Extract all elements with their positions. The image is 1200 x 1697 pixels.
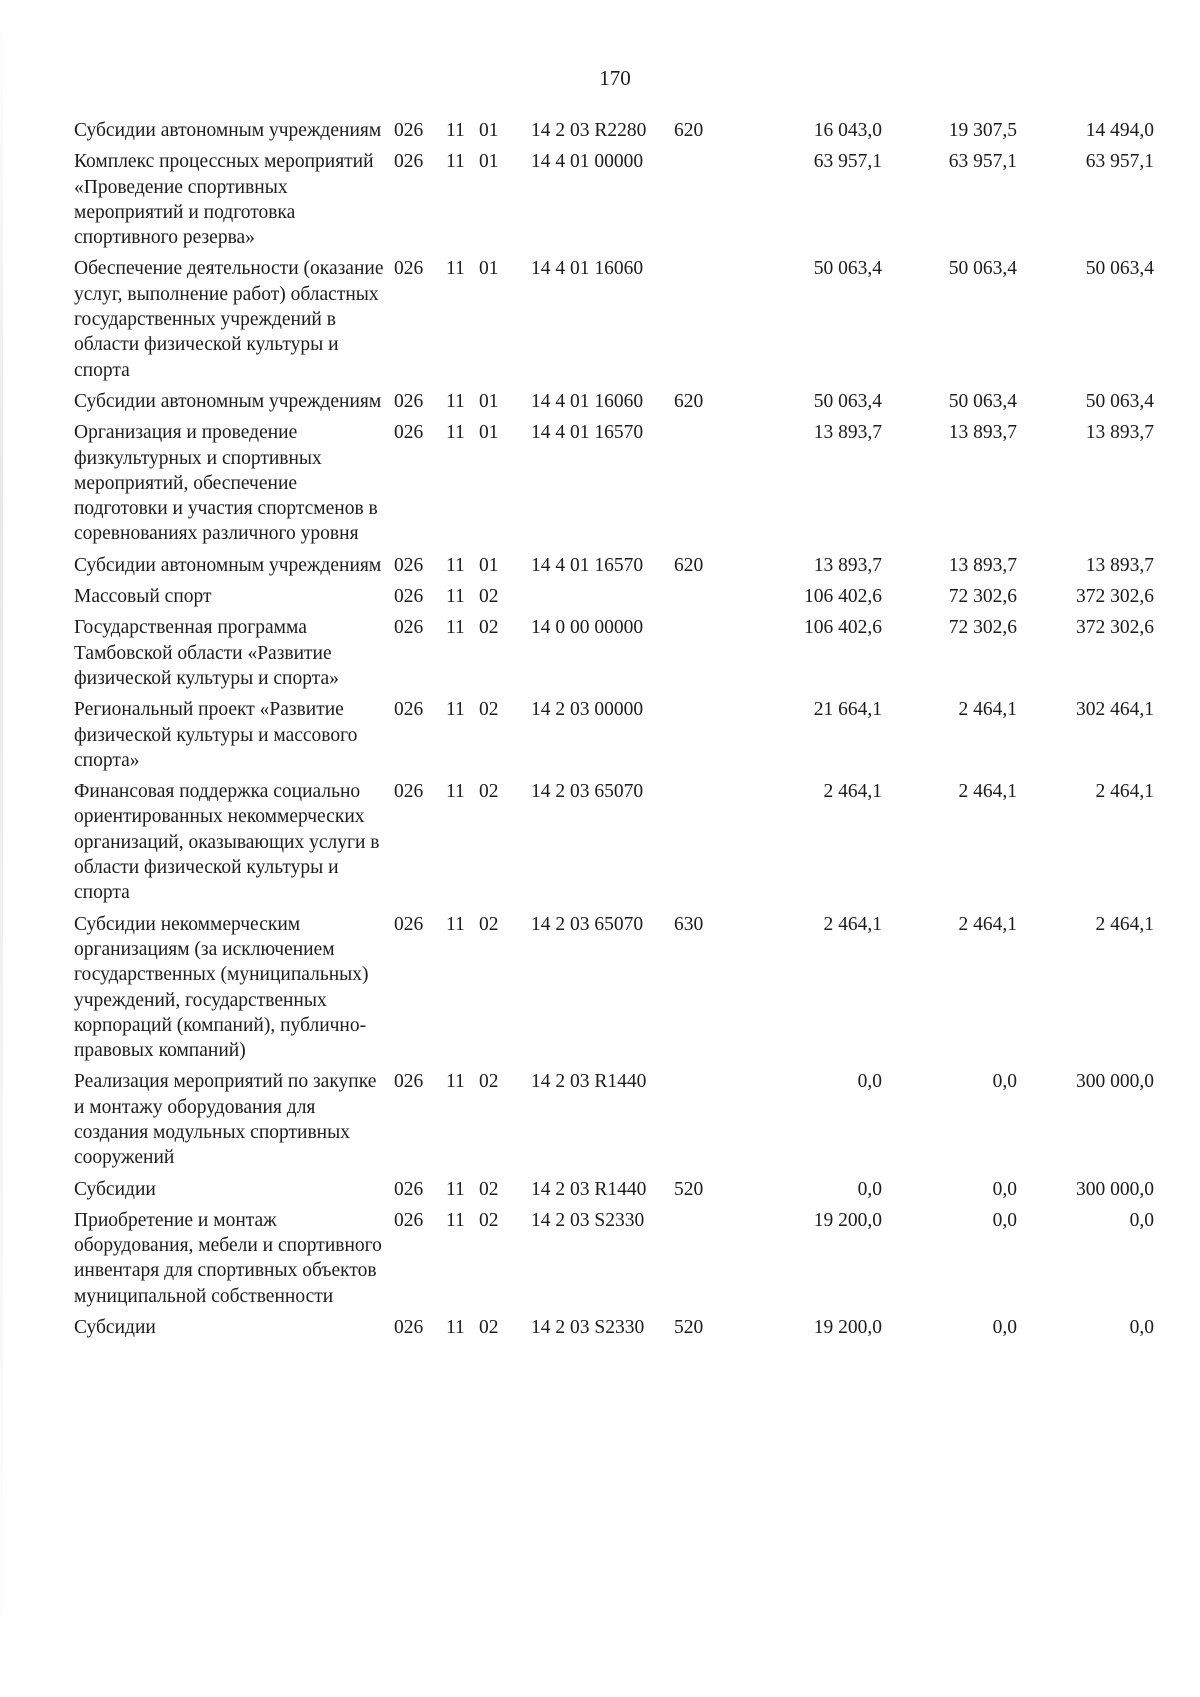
- expense-type-code: 520: [674, 1317, 704, 1339]
- expense-type-code: [674, 420, 726, 546]
- subsection-code: 01: [479, 422, 499, 444]
- ministry-code: 026: [394, 554, 424, 576]
- expense-type-code: [674, 615, 726, 691]
- amount-year-1: 2 464,1: [823, 781, 882, 803]
- target-article-code: 14 2 03 00000: [531, 699, 644, 721]
- section-code: 11: [446, 617, 465, 639]
- ministry-code: 026: [394, 1317, 424, 1339]
- section-code: 11: [446, 1071, 465, 1093]
- amount-year-3: 14 494,0: [1085, 120, 1154, 141]
- subsection-code: 02: [479, 1209, 499, 1231]
- target-article-code: [531, 584, 674, 609]
- amount-year-2: 13 893,7: [948, 422, 1017, 444]
- target-article-code: 14 2 03 S2330: [531, 1317, 645, 1339]
- subsection-code: 01: [479, 120, 499, 141]
- expense-type-code: [674, 697, 726, 773]
- expense-type-code: 620: [674, 554, 704, 576]
- budget-table: [74, 118, 1174, 1346]
- section-code: 11: [446, 151, 465, 173]
- section-code: 11: [446, 422, 465, 444]
- table-row: [74, 697, 1174, 773]
- table-row: [74, 615, 1174, 691]
- table-row: [74, 389, 1174, 414]
- scan-edge-shadow: [0, 0, 3, 1697]
- ministry-code: 026: [394, 1209, 424, 1231]
- amount-year-2: 0,0: [992, 1178, 1017, 1200]
- target-article-code: 14 4 01 16570: [531, 554, 644, 576]
- subsection-code: 02: [479, 617, 499, 639]
- row-name: Субсидии автономным учреждениям: [74, 120, 382, 141]
- expense-type-code: [674, 1069, 726, 1170]
- table-row: [74, 1177, 1174, 1202]
- amount-year-1: 50 063,4: [813, 258, 882, 280]
- ministry-code: 026: [394, 390, 424, 412]
- table-row: [74, 256, 1174, 382]
- table-row: [74, 1069, 1174, 1170]
- subsection-code: 02: [479, 1071, 499, 1093]
- amount-year-3: 13 893,7: [1085, 554, 1154, 576]
- section-code: 11: [446, 390, 465, 412]
- amount-year-2: 13 893,7: [948, 554, 1017, 576]
- subsection-code: 02: [479, 1317, 499, 1339]
- expense-type-code: 520: [674, 1178, 704, 1200]
- section-code: 11: [446, 258, 465, 280]
- row-name: Субсидии: [74, 1317, 156, 1339]
- amount-year-2: 0,0: [992, 1071, 1017, 1093]
- row-name: Субсидии автономным учреждениям: [74, 554, 382, 576]
- ministry-code: 026: [394, 151, 424, 173]
- section-code: 11: [446, 1317, 465, 1339]
- target-article-code: 14 0 00 00000: [531, 617, 644, 639]
- table-row: [74, 149, 1174, 250]
- row-name: Субсидии: [74, 1178, 156, 1200]
- subsection-code: 02: [479, 586, 499, 608]
- section-code: 11: [446, 586, 465, 608]
- ministry-code: 026: [394, 586, 424, 608]
- ministry-code: 026: [394, 781, 424, 803]
- table-row: [74, 779, 1174, 905]
- row-name: Приобретение и монтаж оборудования, мебели и спортивного инвентаря для спортивных объектов муниципальной собственности: [74, 1209, 382, 1307]
- row-name: Обеспечение деятельности (оказание услуг, выполнение работ) областных государственных учреждений в области физической культуры и спорта: [74, 258, 384, 381]
- row-name: Субсидии автономным учреждениям: [74, 390, 382, 412]
- amount-year-3: 0,0: [1129, 1209, 1154, 1231]
- amount-year-2: 50 063,4: [948, 258, 1017, 280]
- amount-year-3: 302 464,1: [1076, 699, 1154, 721]
- target-article-code: 14 2 03 R1440: [531, 1071, 647, 1093]
- expense-type-code: 620: [674, 390, 704, 412]
- row-name: Комплекс процессных мероприятий «Проведение спортивных мероприятий и подготовка спортивного резерва»: [74, 151, 374, 249]
- amount-year-3: 2 464,1: [1095, 913, 1154, 935]
- amount-year-1: 16 043,0: [813, 120, 882, 141]
- amount-year-3: 50 063,4: [1085, 390, 1154, 412]
- row-name: Региональный проект «Развитие физической культуры и массового спорта»: [74, 699, 358, 771]
- section-code: 11: [446, 554, 465, 576]
- amount-year-2: 2 464,1: [958, 699, 1017, 721]
- amount-year-1: 0,0: [857, 1071, 882, 1093]
- section-code: 11: [446, 120, 465, 141]
- target-article-code: 14 2 03 S2330: [531, 1209, 645, 1231]
- ministry-code: 026: [394, 422, 424, 444]
- amount-year-2: 19 307,5: [948, 120, 1017, 141]
- row-name: Организация и проведение физкультурных и спортивных мероприятий, обеспечение подготовки и участия спортсменов в соревнованиях различного уровня: [74, 422, 378, 545]
- amount-year-1: 106 402,6: [804, 586, 882, 608]
- ministry-code: 026: [394, 1071, 424, 1093]
- page-number: 170: [599, 66, 631, 90]
- table-row: [74, 584, 1174, 609]
- target-article-code: 14 4 01 16060: [531, 390, 644, 412]
- subsection-code: 02: [479, 781, 499, 803]
- amount-year-3: 50 063,4: [1085, 258, 1154, 280]
- row-name: Финансовая поддержка социально ориентированных некоммерческих организаций, оказывающих услуги в области физической культуры и спорта: [74, 781, 380, 904]
- table-row: [74, 420, 1174, 546]
- ministry-code: 026: [394, 617, 424, 639]
- table-row: [74, 1315, 1174, 1340]
- section-code: 11: [446, 781, 465, 803]
- amount-year-1: 21 664,1: [813, 699, 882, 721]
- subsection-code: 01: [479, 554, 499, 576]
- amount-year-3: 0,0: [1129, 1317, 1154, 1339]
- expense-type-code: [674, 256, 726, 382]
- expense-type-code: 630: [674, 913, 704, 935]
- expense-type-code: [674, 1208, 726, 1309]
- subsection-code: 02: [479, 699, 499, 721]
- subsection-code: 01: [479, 390, 499, 412]
- expense-type-code: [674, 584, 726, 609]
- section-code: 11: [446, 1209, 465, 1231]
- amount-year-2: 2 464,1: [958, 781, 1017, 803]
- target-article-code: 14 2 03 R2280: [531, 120, 647, 141]
- amount-year-1: 63 957,1: [813, 151, 882, 173]
- target-article-code: 14 2 03 R1440: [531, 1178, 647, 1200]
- row-name: Реализация мероприятий по закупке и монтажу оборудования для создания модульных спортивных сооружений: [74, 1071, 377, 1169]
- ministry-code: 026: [394, 120, 424, 141]
- amount-year-1: 50 063,4: [813, 390, 882, 412]
- ministry-code: 026: [394, 258, 424, 280]
- target-article-code: 14 2 03 65070: [531, 781, 644, 803]
- amount-year-2: 63 957,1: [948, 151, 1017, 173]
- amount-year-2: 50 063,4: [948, 390, 1017, 412]
- table-row: [74, 118, 1174, 143]
- subsection-code: 02: [479, 913, 499, 935]
- amount-year-2: 72 302,6: [948, 617, 1017, 639]
- expense-type-code: 620: [674, 120, 704, 141]
- amount-year-1: 106 402,6: [804, 617, 882, 639]
- target-article-code: 14 4 01 16570: [531, 422, 644, 444]
- target-article-code: 14 2 03 65070: [531, 913, 644, 935]
- amount-year-1: 19 200,0: [813, 1209, 882, 1231]
- subsection-code: 01: [479, 258, 499, 280]
- amount-year-1: 13 893,7: [813, 422, 882, 444]
- table-row: [74, 1208, 1174, 1309]
- target-article-code: 14 4 01 16060: [531, 258, 644, 280]
- row-name: Государственная программа Тамбовской области «Развитие физической культуры и спорта»: [74, 617, 339, 689]
- amount-year-1: 2 464,1: [823, 913, 882, 935]
- amount-year-3: 372 302,6: [1076, 617, 1154, 639]
- amount-year-3: 13 893,7: [1085, 422, 1154, 444]
- amount-year-2: 2 464,1: [958, 913, 1017, 935]
- ministry-code: 026: [394, 1178, 424, 1200]
- target-article-code: 14 4 01 00000: [531, 151, 644, 173]
- amount-year-3: 300 000,0: [1076, 1178, 1154, 1200]
- ministry-code: 026: [394, 913, 424, 935]
- amount-year-1: 19 200,0: [813, 1317, 882, 1339]
- amount-year-2: 0,0: [992, 1209, 1017, 1231]
- amount-year-1: 0,0: [857, 1178, 882, 1200]
- expense-type-code: [674, 149, 726, 250]
- row-name: Массовый спорт: [74, 586, 212, 608]
- row-name: Субсидии некоммерческим организациям (за исключением государственных (муниципальных) учреждений, государственных корпораций (компаний), публично-правовых компаний): [74, 913, 369, 1062]
- amount-year-2: 72 302,6: [948, 586, 1017, 608]
- table-row: [74, 553, 1174, 578]
- expense-type-code: [674, 779, 726, 905]
- section-code: 11: [446, 699, 465, 721]
- amount-year-2: 0,0: [992, 1317, 1017, 1339]
- subsection-code: 02: [479, 1178, 499, 1200]
- subsection-code: 01: [479, 151, 499, 173]
- section-code: 11: [446, 913, 465, 935]
- table-row: [74, 912, 1174, 1064]
- section-code: 11: [446, 1178, 465, 1200]
- amount-year-3: 372 302,6: [1076, 586, 1154, 608]
- amount-year-3: 300 000,0: [1076, 1071, 1154, 1093]
- amount-year-1: 13 893,7: [813, 554, 882, 576]
- amount-year-3: 2 464,1: [1095, 781, 1154, 803]
- amount-year-3: 63 957,1: [1085, 151, 1154, 173]
- ministry-code: 026: [394, 699, 424, 721]
